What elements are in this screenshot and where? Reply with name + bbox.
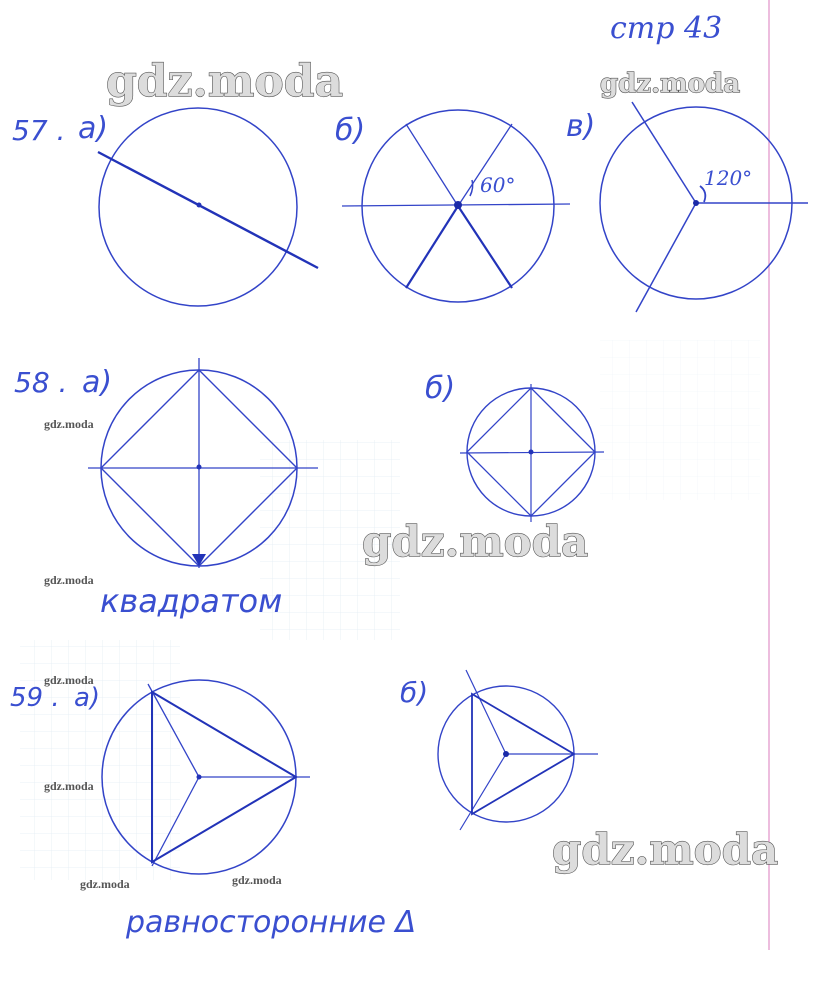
exercise-58-part-a: а) [82,365,113,400]
figure-57a [98,108,318,306]
exercise-58-part-b: б) [425,371,456,406]
watermark-large: gdz.moda [106,56,344,107]
watermark-small: gdz.moda [232,873,282,887]
exercise-59-answer: равносторонние Δ [126,905,417,940]
watermark-small: gdz.moda [44,779,94,793]
watermark-small: gdz.moda [80,877,130,891]
exercise-57-number: 57 . [12,114,66,147]
watermark-small: gdz.moda [44,673,94,687]
exercise-57-part-a: а) [78,111,109,146]
figure-57c [600,102,808,312]
angle-60-label: 60° [480,173,516,197]
figure-58b [460,384,604,522]
exercise-57-part-c: в) [566,109,596,144]
exercise-58-answer: квадратом [100,582,283,620]
exercise-59-part-a: а) [74,683,101,713]
page-label: стр 43 [610,11,723,46]
figure-59b [438,670,598,830]
watermark-medium: gdz.moda [600,69,741,99]
watermark-small: gdz.moda [44,417,94,431]
exercise-59-number: 59 . [10,683,60,713]
exercise-58-number: 58 . [14,366,68,399]
exercise-59-part-b: б) [400,676,429,709]
watermark-large: gdz.moda [362,517,589,566]
angle-120-label: 120° [704,166,753,190]
exercise-57-part-b: б) [335,113,366,148]
grid-patch [600,340,760,500]
watermark-small: gdz.moda [44,573,94,587]
watermark-large: gdz.moda [552,825,779,874]
figure-57b [342,110,570,302]
